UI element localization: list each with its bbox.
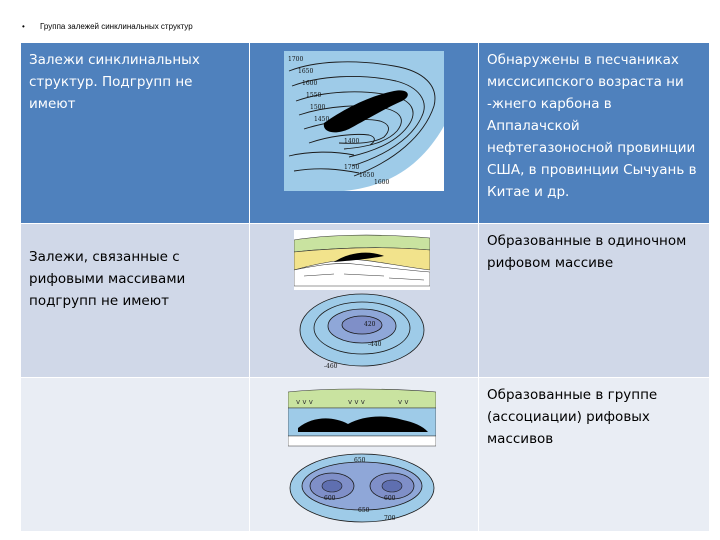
svg-text:v v: v v [398, 398, 409, 406]
contour-label: -440 [368, 341, 382, 348]
contour-label: -460 [324, 363, 338, 370]
reef-group-figure [288, 386, 436, 526]
table-row [21, 224, 710, 378]
contour-label: 1400 [344, 138, 360, 145]
slide-title [22, 22, 193, 31]
table-row [21, 378, 710, 532]
table-row [21, 43, 710, 224]
row2-right-text: Образованные в одиночном рифовом массиве [487, 233, 687, 271]
row3-right-cell [479, 378, 710, 532]
row3-image-cell [250, 378, 479, 532]
row2-right-cell [479, 224, 710, 378]
row2-left-text: Залежи, связанные с рифовыми массивами подгрупп не имеют [29, 249, 186, 309]
bullet-icon: • [22, 22, 25, 31]
row1-image-cell [250, 43, 479, 224]
contour-label: 600 [384, 495, 396, 502]
row2-left-cell [21, 224, 250, 378]
row3-left-text [21, 378, 249, 390]
contour-label: 700 [384, 515, 396, 522]
syncline-map-figure [284, 51, 444, 191]
row1-right-cell [479, 43, 710, 224]
contour-label: 1750 [344, 164, 360, 171]
contour-label: 1600 [374, 179, 390, 186]
contour-label: 650 [358, 507, 370, 514]
row3-right-text: Образованные в группе (ассоциации) рифовых массивов [487, 387, 658, 447]
row1-left-cell [21, 43, 250, 224]
slide-title-text: Группа залежей синклинальных структур [40, 22, 193, 31]
contour-label: 1450 [314, 116, 330, 123]
contour-label: 1500 [310, 104, 326, 111]
deposits-table [20, 42, 710, 532]
row3-left-cell [21, 378, 250, 532]
row1-right-text: Обнаружены в песчаниках миссисипского возраста ни -жнего карбона в Аппалачской нефтегазоносной провинции США, в провинции Сычуань в Китае и др. [487, 52, 697, 200]
svg-text:v v v: v v v [296, 398, 313, 406]
svg-text:v v v: v v v [348, 398, 365, 406]
contour-label: 650 [354, 457, 366, 464]
row1-left-text: Залежи синклинальных структур. Подгрупп не имеют [29, 52, 200, 112]
contour-label: 1650 [359, 172, 375, 179]
contour-label: 1550 [306, 92, 322, 99]
contour-label: 1650 [298, 68, 314, 75]
contour-label: 1700 [288, 56, 304, 63]
reef-single-figure [294, 230, 430, 370]
contour-label: 1600 [302, 80, 318, 87]
contour-label: 420 [364, 321, 376, 328]
contour-label: 600 [324, 495, 336, 502]
row2-image-cell [250, 224, 479, 378]
